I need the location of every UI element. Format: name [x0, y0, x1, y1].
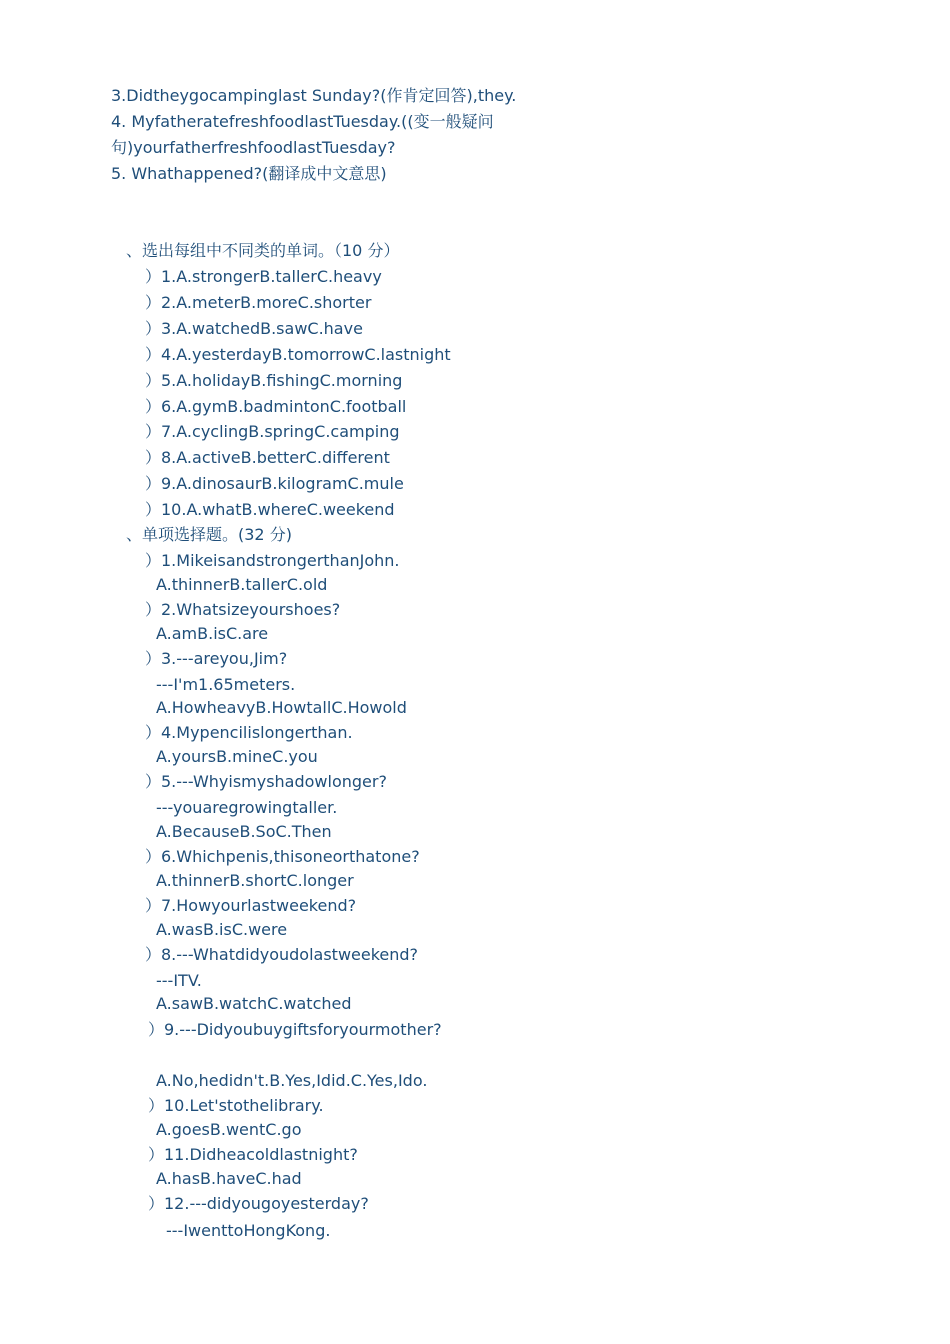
mc-question: ）6.Whichpenis,thisoneorthatone? [145, 847, 420, 866]
mc-question: ）11.Didheacoldlastnight? [148, 1145, 358, 1164]
odd-one-out-item: ）2.A.meterB.moreC.shorter [145, 293, 372, 312]
mc-question: ）2.Whatsizeyourshoes? [145, 600, 341, 619]
question-4-text: 4. MyfatheratefreshfoodlastTuesday.((变一般疑问 [111, 112, 494, 131]
mc-question: ）3.---areyou,Jim? [145, 649, 288, 668]
mc-options: A.No,hedidn't.B.Yes,Idid.C.Yes,Ido. [156, 1071, 428, 1090]
mc-options: A.sawB.watchC.watched [156, 994, 352, 1013]
odd-one-out-item: ）6.A.gymB.badmintonC.football [145, 397, 407, 416]
mc-options: A.HowheavyB.HowtallC.Howold [156, 698, 407, 717]
odd-one-out-item: ）9.A.dinosaurB.kilogramC.mule [145, 474, 404, 493]
mc-dialogue-line: ---I'm1.65meters. [156, 675, 296, 694]
odd-one-out-item: ）10.A.whatB.whereC.weekend [145, 500, 395, 519]
question-5-text: 5. Whathappened?(翻译成中文意思) [111, 164, 387, 183]
mc-question: ）9.---Didyoubuygiftsforyourmother? [148, 1020, 442, 1039]
mc-options: A.yoursB.mineC.you [156, 747, 318, 766]
mc-options: A.amB.isC.are [156, 624, 269, 643]
odd-one-out-item: ）3.A.watchedB.sawC.have [145, 319, 363, 338]
mc-dialogue-line: ---youaregrowingtaller. [156, 798, 338, 817]
odd-one-out-item: ）7.A.cyclingB.springC.camping [145, 422, 400, 441]
mc-dialogue-line: ---ITV. [156, 971, 202, 990]
mc-question: ）5.---Whyismyshadowlonger? [145, 772, 387, 791]
mc-options: A.BecauseB.SoC.Then [156, 822, 332, 841]
mc-options: A.thinnerB.tallerC.old [156, 575, 328, 594]
odd-one-out-item: ）8.A.activeB.betterC.different [145, 448, 390, 467]
mc-question: ）4.Mypencilislongerthan. [145, 723, 353, 742]
question-4-continued: 句)yourfatherfreshfoodlastTuesday? [111, 138, 396, 157]
odd-one-out-item: ）5.A.holidayB.fishingC.morning [145, 371, 403, 390]
mc-question: ）1.MikeisandstrongerthanJohn. [145, 551, 400, 570]
mc-options: A.thinnerB.shortC.longer [156, 871, 354, 890]
question-3-text: 3.Didtheygocampinglast Sunday?(作肯定回答),they. [111, 86, 517, 105]
odd-one-out-item: ）4.A.yesterdayB.tomorrowC.lastnight [145, 345, 451, 364]
section-heading-odd-one-out: 、选出每组中不同类的单词。（10 分） [126, 241, 400, 260]
mc-dialogue-line: ---IwenttoHongKong. [166, 1221, 331, 1240]
mc-question: ）12.---didyougoyesterday? [148, 1194, 369, 1213]
odd-one-out-item: ）1.A.strongerB.tallerC.heavy [145, 267, 382, 286]
mc-question: ）8.---Whatdidyoudolastweekend? [145, 945, 419, 964]
mc-options: A.hasB.haveC.had [156, 1169, 302, 1188]
mc-options: A.wasB.isC.were [156, 920, 288, 939]
mc-options: A.goesB.wentC.go [156, 1120, 302, 1139]
mc-question: ）10.Let'stothelibrary. [148, 1096, 324, 1115]
section-heading-multiple-choice: 、单项选择题。(32 分) [126, 525, 292, 544]
mc-question: ）7.Howyourlastweekend? [145, 896, 357, 915]
